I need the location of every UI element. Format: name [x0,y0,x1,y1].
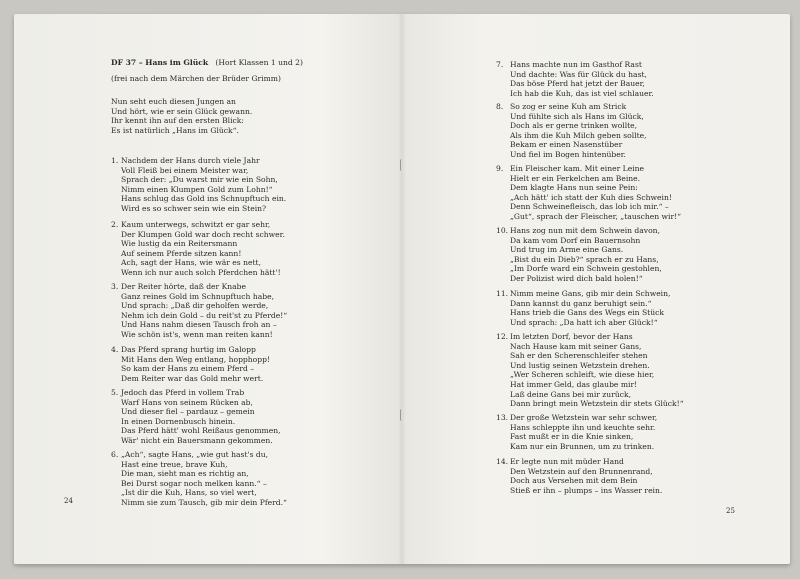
stanza-text: Er legte nun mit müder Hand Den Wetzstein auf den Brunnenrand, Doch aus Versehen mit dem Bein Stieß er ihn – plumps – ins Wasser rein. [510,457,663,495]
stanza-number: 1. [111,156,119,165]
stanza-text: „Ach“, sagte Hans, „wie gut hast's du, Hast eine treue, brave Kuh, Die man, sieht man es richtig an, Bei Durst sogar noch melken kann.“ – „Ist dir die Kuh, Hans, so viel wert, Nimm sie zum Tausch, gib mir dein Pferd.“ [121,450,287,507]
stanza-text: Jedoch das Pferd in vollem Trab Warf Hans von seinem Rücken ab, Und dieser fiel – pardauz – gemein In einen Dornenbusch hinein. Das Pferd hätt' wohl Reißaus genommen, Wär' nicht ein Bauersmann gekommen. [121,388,281,445]
stanza-number: 14. [496,457,509,466]
staple-bottom [400,409,405,421]
stanza-9 [496,164,682,221]
stanza-number: 12. [496,332,509,341]
stanza-7 [496,60,654,98]
stanza-text: So zog er seine Kuh am Strick Und fühlte sich als Hans im Glück, Doch als er gerne trinken wollte, Als ihm die Kuh Milch geben sollte, Bekam er einen Nasenstüber Und fiel im Bogen hintenüber. [510,102,647,159]
page-number: 24 [64,497,73,505]
stanza-number: 2. [111,220,119,229]
header-code: DF 37 – Hans im Glück [111,58,209,67]
stanza-number: 3. [111,282,119,291]
left-page [14,14,402,564]
stanza-text: Der große Wetzstein war sehr schwer, Hans schleppte ihn und keuchte sehr. Fast mußt er in die Knie sinken, Kam nur ein Brunnen, um zu trinken. [510,413,658,451]
stanza-text: Ein Fleischer kam. Mit einer Leine Hielt er ein Ferkelchen am Beine. Dem klagte Hans nun seine Pein: „Ach hätt' ich statt der Kuh dies Schwein! Denn Schweinefleisch, das lob ich mir.“ – „Gut“, sprach der Fleischer, „tauschen wir!“ [510,164,682,221]
right-page [402,14,790,564]
stanza-2 [111,220,285,277]
stanza-text: Nimm meine Gans, gib mir dein Schwein, Dann kannst du ganz beruhigt sein.“ Hans trieb die Gans des Wegs ein Stück Und sprach: „Da hatt ich aber Glück!“ [510,289,671,327]
intro-verse: Nun seht euch diesen Jungen an Und hört, wie er sein Glück gewann. Ihr kennt ihn auf den ersten Blick: Es ist natürlich „Hans im Glück“. [111,97,253,135]
stanza-13 [496,413,658,451]
stanza-4 [111,345,271,383]
stanza-number: 8. [496,102,504,111]
page-number: 25 [726,507,735,515]
subtitle: (frei nach dem Märchen der Brüder Grimm) [111,74,281,83]
stanza-3 [111,282,288,339]
stanza-text: Im letzten Dorf, bevor der Hans Nach Hause kam mit seiner Gans, Sah er den Scherenschleifer stehen Und lustig seinen Wetzstein drehen. „Wer Scheren schleift, wie diese hier, Hat immer Geld, das glaube mir! Laß deine Gans bei mir zurück, Dann bringt mein Wetzstein dir stets Glück!“ [510,332,684,409]
stanza-14 [496,457,663,495]
book-spread [14,14,790,564]
stanza-text: Der Reiter hörte, daß der Knabe Ganz reines Gold im Schnupftuch habe, Und sprach: „Daß dir geholfen werde, Nehm ich dein Gold – du reit'st zu Pferde!“ Und Hans nahm diesen Tausch froh an – Wie schön ist's, wenn man reiten kann! [121,282,288,339]
stanza-number: 5. [111,388,119,397]
stanza-text: Das Pferd sprang hurtig im Galopp Mit Hans den Weg entlang, hopphopp! So kam der Hans zu einem Pferd – Dem Reiter war das Gold mehr wert. [121,345,271,383]
staple-top [400,159,405,171]
stanza-text: Hans machte nun im Gasthof Rast Und dachte: Was für Glück du hast, Das böse Pferd hat jetzt der Bauer, Ich hab die Kuh, das ist viel schlauer. [510,60,654,98]
stanza-5 [111,388,281,445]
stanza-6 [111,450,287,507]
stanza-number: 13. [496,413,509,422]
page-header [111,58,303,68]
stanza-12 [496,332,684,409]
stanza-8 [496,102,647,159]
stanza-text: Hans zog nun mit dem Schwein davon, Da kam vom Dorf ein Bauernsohn Und trug im Arme eine Gans. „Bist du ein Dieb?“ sprach er zu Hans, „Im Dorfe ward ein Schwein gestohlen, Der Polizist wird dich bald holen!“ [510,226,662,283]
stanza-1 [111,156,287,213]
stanza-number: 6. [111,450,119,459]
stanza-text: Nachdem der Hans durch viele Jahr Voll Fleiß bei einem Meister war, Sprach der: „Du warst mir wie ein Sohn, Nimm einen Klumpen Gold zum Lohn!“ Hans schlug das Gold ins Schnupftuch ein. Wird es so schwer sein wie ein Stein? [121,156,287,213]
stanza-number: 9. [496,164,504,173]
stanza-10 [496,226,662,283]
stanza-number: 4. [111,345,119,354]
stanza-number: 7. [496,60,504,69]
stanza-number: 10. [496,226,509,235]
header-note: (Hort Klassen 1 und 2) [215,58,303,67]
stanza-number: 11. [496,289,509,298]
stanza-text: Kaum unterwegs, schwitzt er gar sehr, Der Klumpen Gold war doch recht schwer. Wie lustig da ein Reitersmann Auf seinem Pferde sitzen kann! Ach, sagt der Hans, wie wär es nett, Wenn ich nur auch solch Pferdchen hätt'! [121,220,285,277]
stanza-11 [496,289,671,327]
